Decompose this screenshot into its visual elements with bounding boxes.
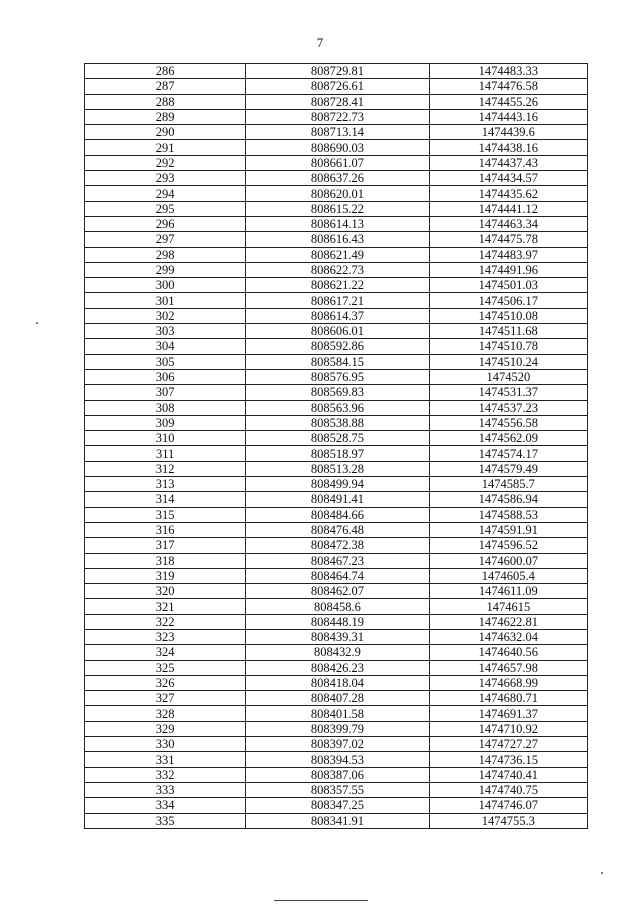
table-row <box>85 629 588 644</box>
x-coordinate-cell: 808341.91 <box>246 813 429 828</box>
x-coordinate-cell: 808407.28 <box>246 691 429 706</box>
point-number-cell: 301 <box>85 293 246 308</box>
table-row <box>85 691 588 706</box>
scan-speck <box>36 322 38 324</box>
y-coordinate-cell: 1474434.57 <box>429 171 587 186</box>
table-row <box>85 109 588 124</box>
y-coordinate-cell: 1474437.43 <box>429 155 587 170</box>
table-row <box>85 737 588 752</box>
x-coordinate-cell: 808448.19 <box>246 614 429 629</box>
point-number-cell: 300 <box>85 278 246 293</box>
y-coordinate-cell: 1474740.41 <box>429 767 587 782</box>
x-coordinate-cell: 808615.22 <box>246 201 429 216</box>
point-number-cell: 313 <box>85 477 246 492</box>
x-coordinate-cell: 808726.61 <box>246 79 429 94</box>
x-coordinate-cell: 808617.21 <box>246 293 429 308</box>
y-coordinate-cell: 1474736.15 <box>429 752 587 767</box>
x-coordinate-cell: 808563.96 <box>246 400 429 415</box>
x-coordinate-cell: 808458.6 <box>246 599 429 614</box>
y-coordinate-cell: 1474586.94 <box>429 492 587 507</box>
table-row <box>85 140 588 155</box>
page-number: 7 <box>316 35 324 50</box>
point-number-cell: 322 <box>85 614 246 629</box>
point-number-cell: 287 <box>85 79 246 94</box>
y-coordinate-cell: 1474588.53 <box>429 507 587 522</box>
table-row <box>85 324 588 339</box>
bottom-scan-line <box>274 900 368 901</box>
point-number-cell: 299 <box>85 262 246 277</box>
table-row <box>85 721 588 736</box>
table-row <box>85 369 588 384</box>
point-number-cell: 315 <box>85 507 246 522</box>
y-coordinate-cell: 1474506.17 <box>429 293 587 308</box>
y-coordinate-cell: 1474591.91 <box>429 522 587 537</box>
point-number-cell: 316 <box>85 522 246 537</box>
y-coordinate-cell: 1474574.17 <box>429 446 587 461</box>
y-coordinate-cell: 1474511.68 <box>429 324 587 339</box>
y-coordinate-cell: 1474605.4 <box>429 568 587 583</box>
y-coordinate-cell: 1474727.27 <box>429 737 587 752</box>
x-coordinate-cell: 808432.9 <box>246 645 429 660</box>
x-coordinate-cell: 808528.75 <box>246 431 429 446</box>
x-coordinate-cell: 808729.81 <box>246 64 429 79</box>
y-coordinate-cell: 1474657.98 <box>429 660 587 675</box>
x-coordinate-cell: 808426.23 <box>246 660 429 675</box>
x-coordinate-cell: 808472.38 <box>246 538 429 553</box>
table-row <box>85 446 588 461</box>
y-coordinate-cell: 1474615 <box>429 599 587 614</box>
table-row <box>85 232 588 247</box>
table-row <box>85 216 588 231</box>
x-coordinate-cell: 808399.79 <box>246 721 429 736</box>
y-coordinate-cell: 1474491.96 <box>429 262 587 277</box>
point-number-cell: 328 <box>85 706 246 721</box>
x-coordinate-cell: 808614.13 <box>246 216 429 231</box>
point-number-cell: 323 <box>85 629 246 644</box>
x-coordinate-cell: 808401.58 <box>246 706 429 721</box>
table-row <box>85 584 588 599</box>
x-coordinate-cell: 808606.01 <box>246 324 429 339</box>
y-coordinate-cell: 1474579.49 <box>429 461 587 476</box>
table-row <box>85 79 588 94</box>
point-number-cell: 335 <box>85 813 246 828</box>
point-number-cell: 310 <box>85 431 246 446</box>
table-row <box>85 782 588 797</box>
point-number-cell: 302 <box>85 308 246 323</box>
table-row <box>85 64 588 79</box>
table-row <box>85 415 588 430</box>
table-row <box>85 599 588 614</box>
x-coordinate-cell: 808491.41 <box>246 492 429 507</box>
y-coordinate-cell: 1474632.04 <box>429 629 587 644</box>
x-coordinate-cell: 808584.15 <box>246 354 429 369</box>
x-coordinate-cell: 808576.95 <box>246 369 429 384</box>
table-row <box>85 660 588 675</box>
y-coordinate-cell: 1474476.58 <box>429 79 587 94</box>
point-number-cell: 309 <box>85 415 246 430</box>
y-coordinate-cell: 1474510.08 <box>429 308 587 323</box>
x-coordinate-cell: 808592.86 <box>246 339 429 354</box>
point-number-cell: 320 <box>85 584 246 599</box>
table-row <box>85 767 588 782</box>
y-coordinate-cell: 1474531.37 <box>429 385 587 400</box>
point-number-cell: 294 <box>85 186 246 201</box>
y-coordinate-cell: 1474562.09 <box>429 431 587 446</box>
y-coordinate-cell: 1474600.07 <box>429 553 587 568</box>
y-coordinate-cell: 1474443.16 <box>429 109 587 124</box>
x-coordinate-cell: 808357.55 <box>246 782 429 797</box>
x-coordinate-cell: 808439.31 <box>246 629 429 644</box>
y-coordinate-cell: 1474537.23 <box>429 400 587 415</box>
table-row <box>85 507 588 522</box>
y-coordinate-cell: 1474455.26 <box>429 94 587 109</box>
point-number-cell: 327 <box>85 691 246 706</box>
y-coordinate-cell: 1474439.6 <box>429 125 587 140</box>
point-number-cell: 331 <box>85 752 246 767</box>
point-number-cell: 292 <box>85 155 246 170</box>
point-number-cell: 325 <box>85 660 246 675</box>
x-coordinate-cell: 808397.02 <box>246 737 429 752</box>
point-number-cell: 317 <box>85 538 246 553</box>
x-coordinate-cell: 808616.43 <box>246 232 429 247</box>
point-number-cell: 318 <box>85 553 246 568</box>
x-coordinate-cell: 808690.03 <box>246 140 429 155</box>
point-number-cell: 290 <box>85 125 246 140</box>
table-row <box>85 400 588 415</box>
point-number-cell: 305 <box>85 354 246 369</box>
point-number-cell: 291 <box>85 140 246 155</box>
table-row <box>85 94 588 109</box>
point-number-cell: 329 <box>85 721 246 736</box>
y-coordinate-cell: 1474441.12 <box>429 201 587 216</box>
y-coordinate-cell: 1474463.34 <box>429 216 587 231</box>
point-number-cell: 312 <box>85 461 246 476</box>
point-number-cell: 307 <box>85 385 246 400</box>
y-coordinate-cell: 1474438.16 <box>429 140 587 155</box>
table-row <box>85 706 588 721</box>
table-row <box>85 201 588 216</box>
table-row <box>85 293 588 308</box>
y-coordinate-cell: 1474668.99 <box>429 675 587 690</box>
y-coordinate-cell: 1474746.07 <box>429 798 587 813</box>
point-number-cell: 321 <box>85 599 246 614</box>
x-coordinate-cell: 808484.66 <box>246 507 429 522</box>
x-coordinate-cell: 808347.25 <box>246 798 429 813</box>
y-coordinate-cell: 1474710.92 <box>429 721 587 736</box>
x-coordinate-cell: 808661.07 <box>246 155 429 170</box>
x-coordinate-cell: 808620.01 <box>246 186 429 201</box>
y-coordinate-cell: 1474755.3 <box>429 813 587 828</box>
table-row <box>85 385 588 400</box>
y-coordinate-cell: 1474691.37 <box>429 706 587 721</box>
table-row <box>85 645 588 660</box>
x-coordinate-cell: 808728.41 <box>246 94 429 109</box>
point-number-cell: 314 <box>85 492 246 507</box>
point-number-cell: 308 <box>85 400 246 415</box>
point-number-cell: 333 <box>85 782 246 797</box>
y-coordinate-cell: 1474556.58 <box>429 415 587 430</box>
x-coordinate-cell: 808499.94 <box>246 477 429 492</box>
point-number-cell: 304 <box>85 339 246 354</box>
x-coordinate-cell: 808637.26 <box>246 171 429 186</box>
x-coordinate-cell: 808462.07 <box>246 584 429 599</box>
table-row <box>85 339 588 354</box>
point-number-cell: 296 <box>85 216 246 231</box>
y-coordinate-cell: 1474611.09 <box>429 584 587 599</box>
x-coordinate-cell: 808513.28 <box>246 461 429 476</box>
table-row <box>85 813 588 828</box>
table-row <box>85 568 588 583</box>
point-number-cell: 311 <box>85 446 246 461</box>
point-number-cell: 324 <box>85 645 246 660</box>
x-coordinate-cell: 808387.06 <box>246 767 429 782</box>
table-row <box>85 553 588 568</box>
table-row <box>85 354 588 369</box>
y-coordinate-cell: 1474520 <box>429 369 587 384</box>
table-row <box>85 247 588 262</box>
point-number-cell: 306 <box>85 369 246 384</box>
coordinates-table-body <box>85 64 588 829</box>
y-coordinate-cell: 1474483.33 <box>429 64 587 79</box>
y-coordinate-cell: 1474596.52 <box>429 538 587 553</box>
point-number-cell: 330 <box>85 737 246 752</box>
table-row <box>85 278 588 293</box>
table-row <box>85 492 588 507</box>
y-coordinate-cell: 1474640.56 <box>429 645 587 660</box>
point-number-cell: 332 <box>85 767 246 782</box>
y-coordinate-cell: 1474483.97 <box>429 247 587 262</box>
coordinates-table <box>84 63 588 829</box>
point-number-cell: 326 <box>85 675 246 690</box>
y-coordinate-cell: 1474585.7 <box>429 477 587 492</box>
table-row <box>85 186 588 201</box>
table-row <box>85 431 588 446</box>
point-number-cell: 297 <box>85 232 246 247</box>
y-coordinate-cell: 1474622.81 <box>429 614 587 629</box>
point-number-cell: 298 <box>85 247 246 262</box>
x-coordinate-cell: 808722.73 <box>246 109 429 124</box>
table-row <box>85 262 588 277</box>
x-coordinate-cell: 808394.53 <box>246 752 429 767</box>
point-number-cell: 293 <box>85 171 246 186</box>
table-row <box>85 675 588 690</box>
x-coordinate-cell: 808467.23 <box>246 553 429 568</box>
scan-speck <box>601 872 603 874</box>
x-coordinate-cell: 808621.22 <box>246 278 429 293</box>
table-row <box>85 308 588 323</box>
table-row <box>85 614 588 629</box>
x-coordinate-cell: 808614.37 <box>246 308 429 323</box>
x-coordinate-cell: 808713.14 <box>246 125 429 140</box>
point-number-cell: 289 <box>85 109 246 124</box>
x-coordinate-cell: 808622.73 <box>246 262 429 277</box>
x-coordinate-cell: 808538.88 <box>246 415 429 430</box>
point-number-cell: 295 <box>85 201 246 216</box>
y-coordinate-cell: 1474740.75 <box>429 782 587 797</box>
x-coordinate-cell: 808418.04 <box>246 675 429 690</box>
point-number-cell: 334 <box>85 798 246 813</box>
table-row <box>85 538 588 553</box>
x-coordinate-cell: 808464.74 <box>246 568 429 583</box>
y-coordinate-cell: 1474475.78 <box>429 232 587 247</box>
y-coordinate-cell: 1474510.78 <box>429 339 587 354</box>
point-number-cell: 288 <box>85 94 246 109</box>
y-coordinate-cell: 1474501.03 <box>429 278 587 293</box>
point-number-cell: 286 <box>85 64 246 79</box>
table-row <box>85 171 588 186</box>
y-coordinate-cell: 1474680.71 <box>429 691 587 706</box>
table-row <box>85 798 588 813</box>
table-row <box>85 477 588 492</box>
table-row <box>85 461 588 476</box>
x-coordinate-cell: 808518.97 <box>246 446 429 461</box>
y-coordinate-cell: 1474435.62 <box>429 186 587 201</box>
table-row <box>85 125 588 140</box>
x-coordinate-cell: 808476.48 <box>246 522 429 537</box>
point-number-cell: 319 <box>85 568 246 583</box>
point-number-cell: 303 <box>85 324 246 339</box>
table-row <box>85 752 588 767</box>
table-row <box>85 522 588 537</box>
x-coordinate-cell: 808621.49 <box>246 247 429 262</box>
y-coordinate-cell: 1474510.24 <box>429 354 587 369</box>
x-coordinate-cell: 808569.83 <box>246 385 429 400</box>
table-row <box>85 155 588 170</box>
